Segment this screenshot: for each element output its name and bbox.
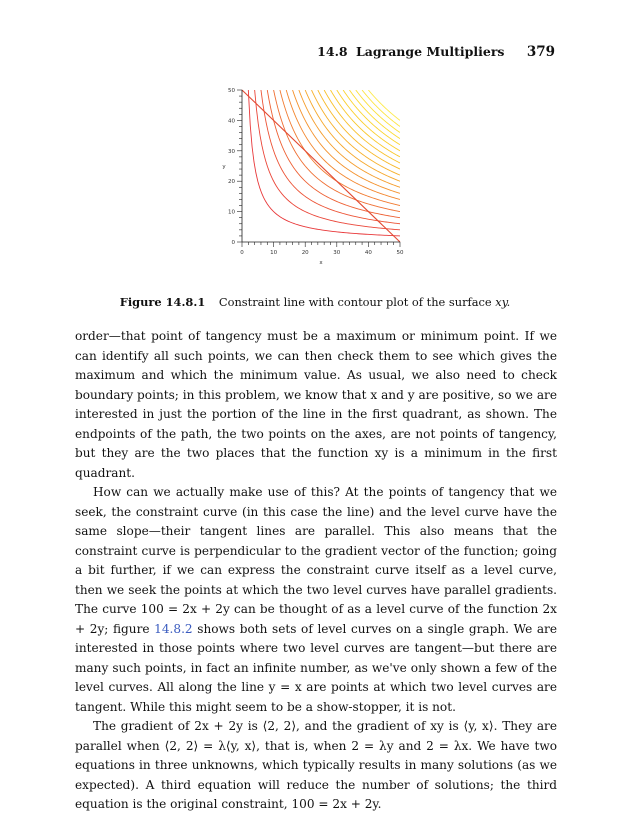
body-text	[75, 327, 557, 815]
contour-plot	[218, 80, 418, 270]
page-number: 379	[526, 44, 555, 60]
x-tick-label-10: 10	[270, 250, 278, 256]
y-tick-label-50: 50	[228, 88, 235, 94]
y-axis-label: y	[222, 164, 226, 170]
x-tick-label-40: 40	[364, 250, 372, 256]
figure-reference-link[interactable]: 14.8.2	[154, 621, 193, 636]
x-tick-label-30: 30	[333, 250, 341, 256]
y-tick-label-10: 10	[228, 209, 235, 216]
caption-label: Figure 14.8.1	[119, 295, 206, 309]
caption-text: Constraint line with contour plot of the surface	[218, 295, 492, 309]
contour-line-1800	[356, 90, 400, 133]
contour-line-300	[261, 90, 400, 224]
paragraph-1: order—that point of tangency must be a maximum or minimum point. If we can identify all such points, we can then check them to see which gives the maximum and which the minimum value. As usual, we also need to check boundary points; in this problem, we know that x and y are positive, so we are interested in just the portion of the line in the first quadrant, as shown. The endpoints of the path, the two points on the axes, are not points of tangency, but they are the two places that the function xy is a minimum in the first quadrant.	[75, 329, 557, 480]
contour-line-200	[255, 90, 400, 230]
paragraph-2-part-a: How can we actually make use of this? At the points of tangency that we seek, the constraint curve (in this case the line) and the level curve have the same slope—their tangent lines are parallel. This also means that the constraint curve is perpendicular to the gradient vector of the function; going a bit further, if we can express the constraint curve itself as a level curve, then we seek the points at which the two level curves have parallel gradients. The curve 100 = 2x + 2y can be thought of as a level curve of the function 2x + 2y; figure	[75, 485, 557, 636]
paragraph-2	[75, 483, 557, 717]
section-title: Lagrange Multipliers	[355, 44, 505, 59]
contour-line-600	[280, 90, 400, 206]
caption-variable: xy.	[495, 295, 511, 309]
y-tick-label-20: 20	[228, 179, 235, 186]
contour-line-1300	[324, 90, 400, 163]
running-header	[317, 44, 555, 60]
x-tick-label-0: 0	[240, 250, 244, 256]
contour-line-1400	[330, 90, 400, 157]
figure-caption	[0, 295, 630, 309]
y-tick-label-30: 30	[228, 148, 235, 155]
section-number: 14.8	[317, 44, 348, 59]
contour-line-1900	[362, 90, 400, 126]
x-axis-label: x	[319, 260, 323, 266]
y-tick-label-40: 40	[228, 118, 235, 125]
contour-line-700	[286, 90, 400, 199]
paragraph-2-part-b: shows both sets of level curves on a single graph. We are interested in those points where two level curves are tangent—but there are many such points, in fact an infinite number, as we've only shown a few of the level curves. All along the line y = x are points at which two level curves are tangent. While this might seem to be a show-stopper, it is not.	[75, 621, 557, 714]
y-tick-label-0: 0	[231, 240, 235, 246]
contour-line-900	[299, 90, 400, 187]
x-tick-label-20: 20	[301, 250, 309, 256]
contour-figure	[218, 80, 418, 270]
paragraph-3: The gradient of 2x + 2y is ⟨2, 2⟩, and the gradient of xy is ⟨y, x⟩. They are parallel when ⟨2, 2⟩ = λ⟨y, x⟩, that is, when 2 = λy and 2 = λx. We have two equations in three unknowns, which typically results in many solutions (as we expected). A third equation will reduce the number of solutions; the third equation is the original constraint, 100 = 2x + 2y.	[75, 719, 557, 811]
contour-line-2000	[368, 90, 400, 120]
contour-line-400	[267, 90, 400, 218]
x-tick-label-50: 50	[396, 250, 404, 256]
